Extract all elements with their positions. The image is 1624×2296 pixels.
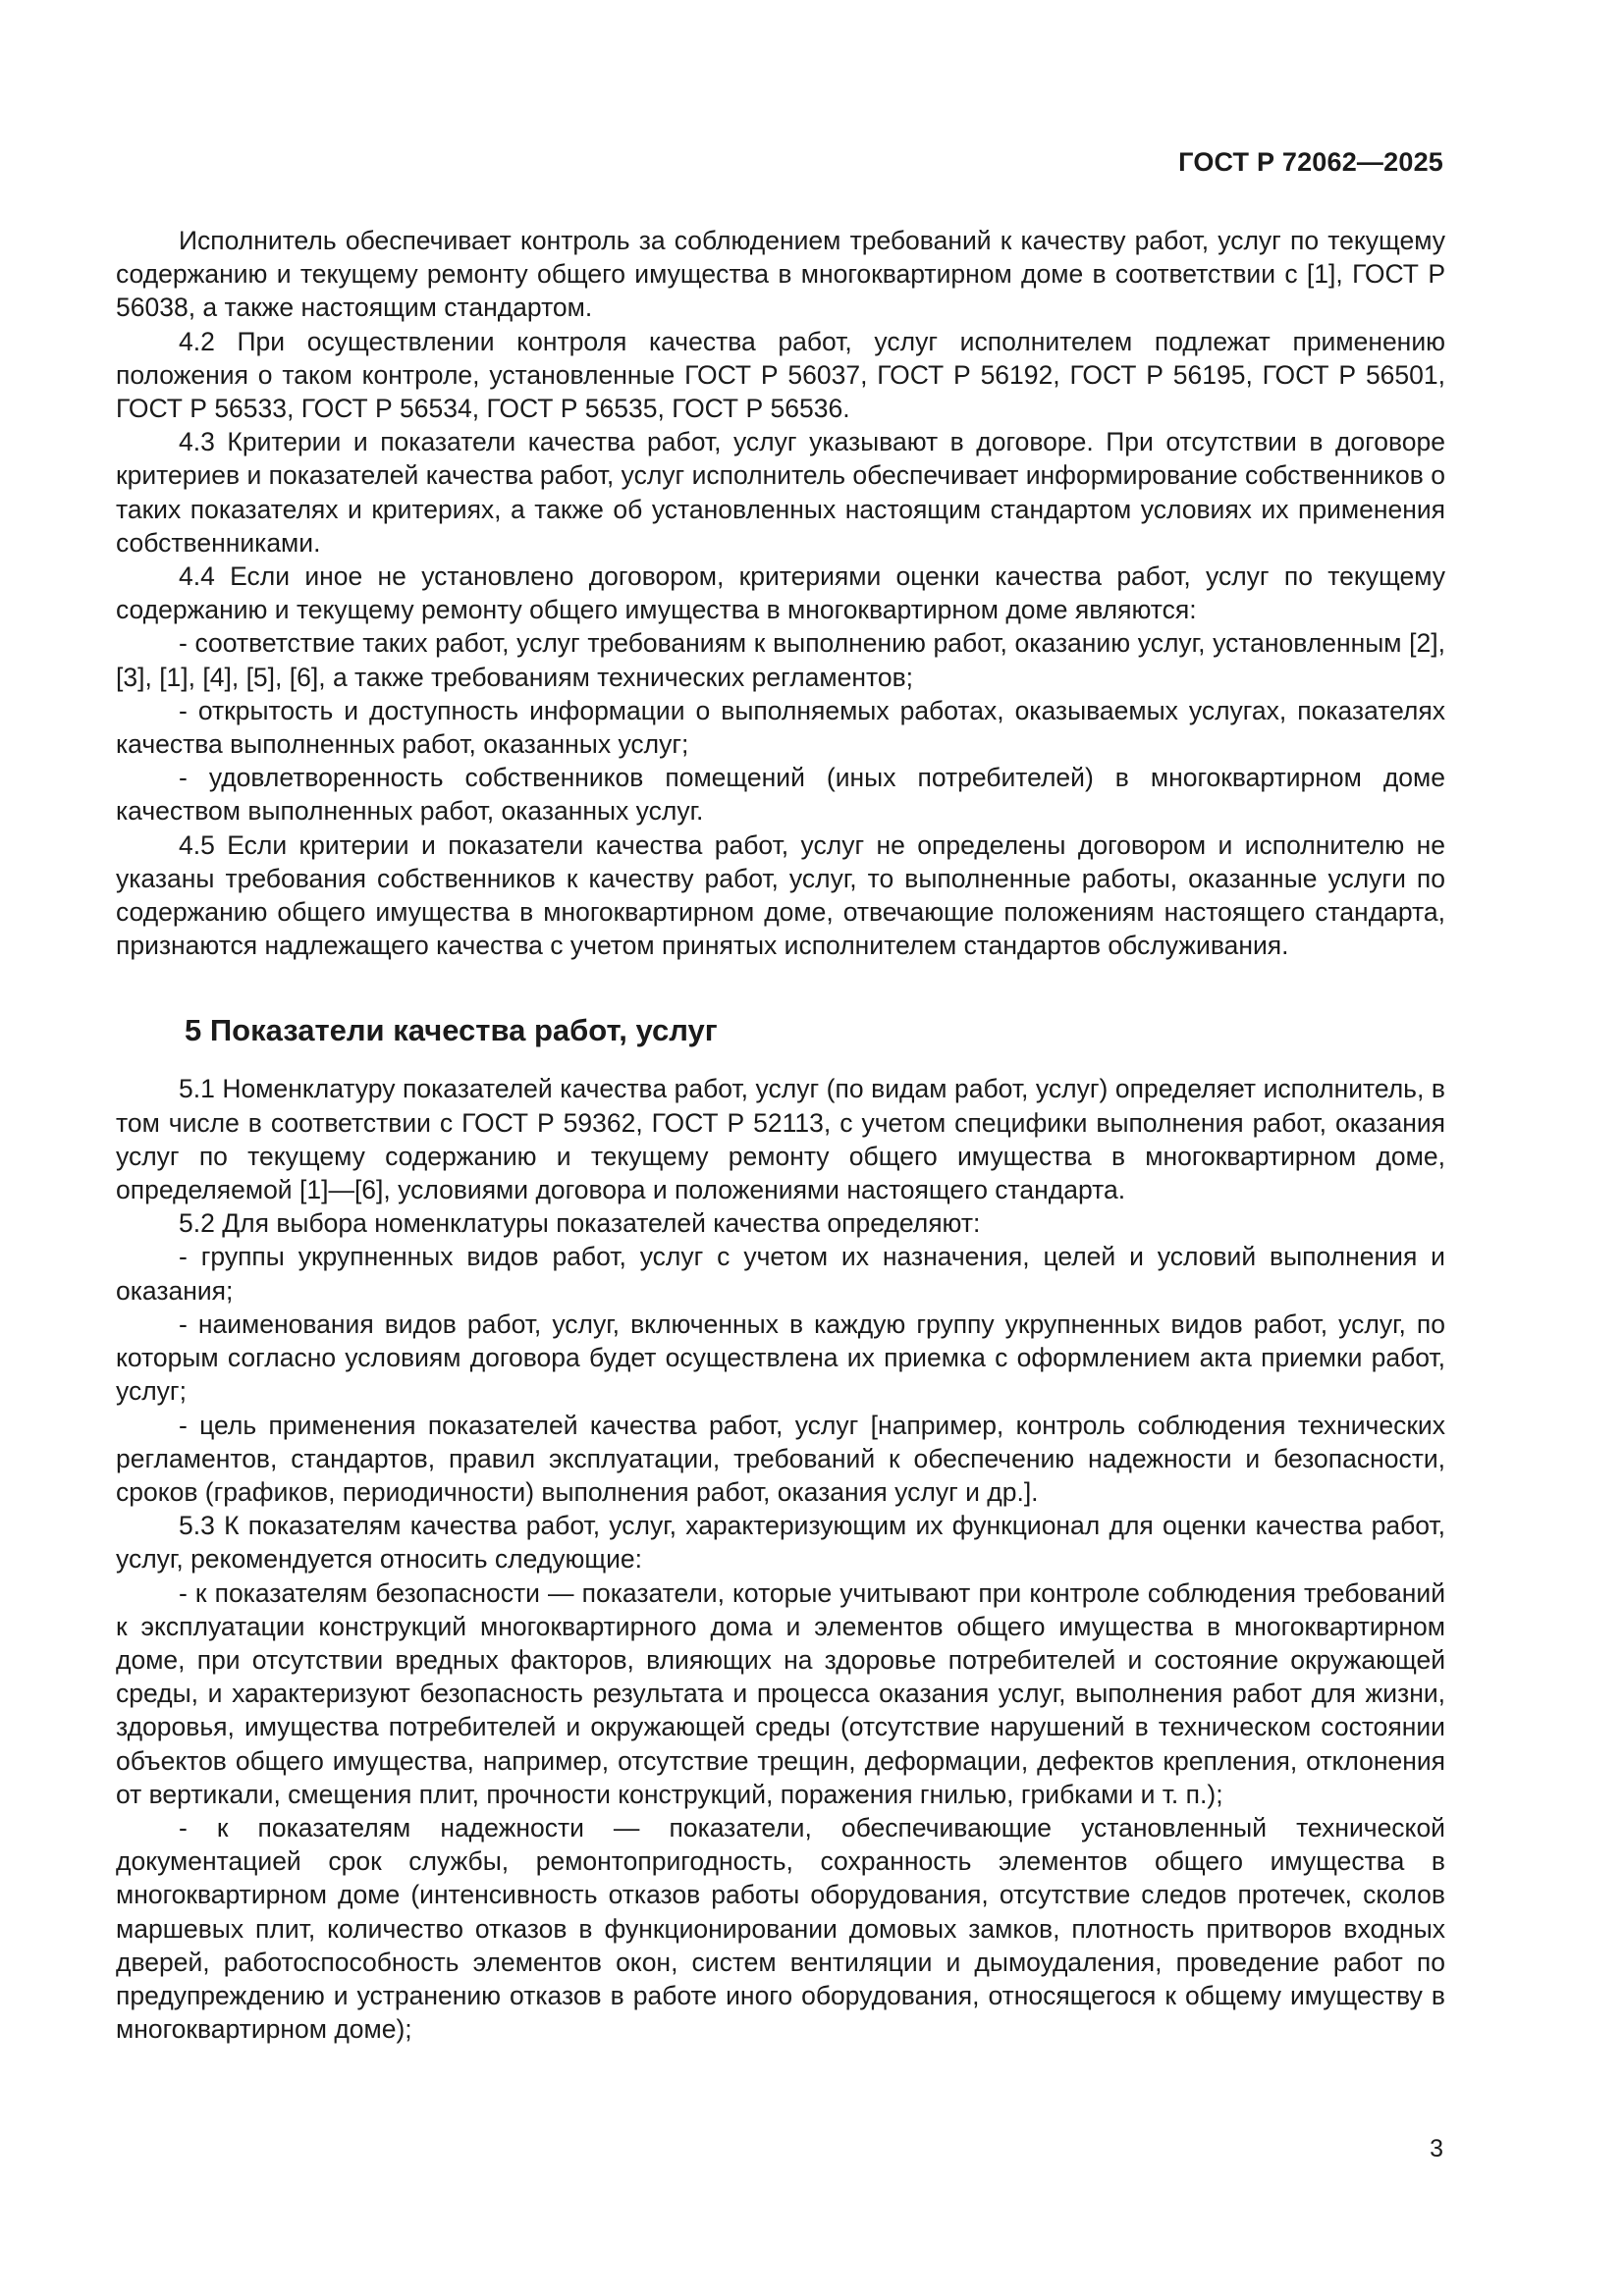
list-item-5-2-c: - цель применения показателей качества работ, услуг [например, контроль соблюдения технических регламентов, стандартов, правил эксплуатации, требований к обеспечению надежности и безопасности, сроков (графиков, периодичности) выполнения работ, оказания услуг и др.]. — [116, 1410, 1445, 1507]
paragraph-4-1: Исполнитель обеспечивает контроль за соблюдением требований к качеству работ, услуг по текущему содержанию и текущему ремонту общего имущества в многоквартирном доме в соответствии с [1], ГОСТ Р 56038, а также настоящим стандартом. — [116, 226, 1445, 323]
paragraph-4-4: 4.4 Если иное не установлено договором, критериями оценки качества работ, услуг по текущему содержанию и текущему ремонту общего имущества в многоквартирном доме являются: — [116, 561, 1445, 625]
paragraph-4-3: 4.3 Критерии и показатели качества работ, услуг указывают в договоре. При отсутствии в договоре критериев и показателей качества работ, услуг исполнитель обеспечивает информирование собственников о таких показателях и критериях, а также об установленных настоящим стандартом условиях их применения собственниками. — [116, 427, 1445, 558]
section-5-heading: 5 Показатели качества работ, услуг — [185, 1013, 718, 1048]
paragraph-5-2: 5.2 Для выбора номенклатуры показателей качества определяют: — [179, 1208, 981, 1239]
list-item-4-4-c: - удовлетворенность собственников помещений (иных потребителей) в многоквартирном доме качеством выполненных работ, оказанных услуг. — [116, 763, 1445, 827]
list-item-4-4-b: - открытость и доступность информации о выполняемых работах, оказываемых услугах, показателях качества выполненных работ, оказанных услуг; — [116, 695, 1445, 760]
paragraph-5-3: 5.3 К показателям качества работ, услуг, характеризующим их функционал для оценки качества работ, услуг, рекомендуется относить следующие: — [116, 1511, 1445, 1575]
page-number: 3 — [1430, 2135, 1443, 2163]
list-item-5-3-safety: - к показателям безопасности — показатели, которые учитывают при контроле соблюдения требований к эксплуатации конструкций многоквартирного дома и элементов общего имущества в многоквартирном доме, при отсутствии вредных факторов, влияющих на здоровье потребителей и состояние окружающей среды, и характеризуют безопасность результата и процесса оказания услуг, выполнения работ для жизни, здоровья, имущества потребителей и окружающей среды (отсутствие нарушений в техническом состоянии объектов общего имущества, например, отсутствие трещин, деформации, дефектов крепления, отклонения от вертикали, смещения плит, прочности конструкций, поражения гнилью, грибками и т. п.); — [116, 1577, 1445, 1809]
list-item-5-2-b: - наименования видов работ, услуг, включенных в каждую группу укрупненных видов работ, услуг, по которым согласно условиям договора будет осуществлена их приемка с оформлением акта приемки работ, услуг; — [116, 1308, 1445, 1407]
document-body — [116, 224, 1445, 2046]
list-item-5-2-a: - группы укрупненных видов работ, услуг с учетом их назначения, целей и условий выполнения и оказания; — [116, 1242, 1445, 1306]
document-code-header: ГОСТ Р 72062—2025 — [1178, 147, 1443, 177]
list-item-4-4-a: - соответствие таких работ, услуг требованиям к выполнению работ, оказанию услуг, установленным [2], [3], [1], [4], [5], [6], а также требованиям технических регламентов; — [116, 628, 1445, 692]
paragraph-4-2: 4.2 При осуществлении контроля качества работ, услуг исполнителем подлежат применению положения о таком контроле, установленные ГОСТ Р 56037, ГОСТ Р 56192, ГОСТ Р 56195, ГОСТ Р 56501, ГОСТ Р 56533, ГОСТ Р 56534, ГОСТ Р 56535, ГОСТ Р 56536. — [116, 326, 1445, 424]
paragraph-4-5: 4.5 Если критерии и показатели качества работ, услуг не определены договором и исполнителю не указаны требования собственников к качеству работ, услуг, то выполненные работы, оказанные услуги по содержанию общего имущества в многоквартирном доме, отвечающие положениям настоящего стандарта, признаются надлежащего качества с учетом принятых исполнителем стандартов обслуживания. — [116, 829, 1445, 961]
list-item-5-3-reliability: - к показателям надежности — показатели, обеспечивающие установленный технической документацией срок службы, ремонтопригодность, сохранность элементов общего имущества в многоквартирном доме (интенсивность отказов работы оборудования, отсутствие следов протечек, сколов маршевых плит, количество отказов в функционировании домовых замков, плотность притворов входных дверей, работоспособность элементов окон, систем вентиляции и дымоудаления, проведение работ по предупреждению и устранению отказов в работе иного оборудования, относящегося к общему имуществу в многоквартирном доме); — [116, 1812, 1445, 2045]
paragraph-5-1: 5.1 Номенклатуру показателей качества работ, услуг (по видам работ, услуг) определяет исполнитель, в том числе в соответствии с ГОСТ Р 59362, ГОСТ Р 52113, с учетом специфики выполнения работ, оказания услуг по текущему содержанию и текущему ремонту общего имущества в многоквартирном доме, определяемой [1]—[6], условиями договора и положениями настоящего стандарта. — [116, 1074, 1445, 1205]
